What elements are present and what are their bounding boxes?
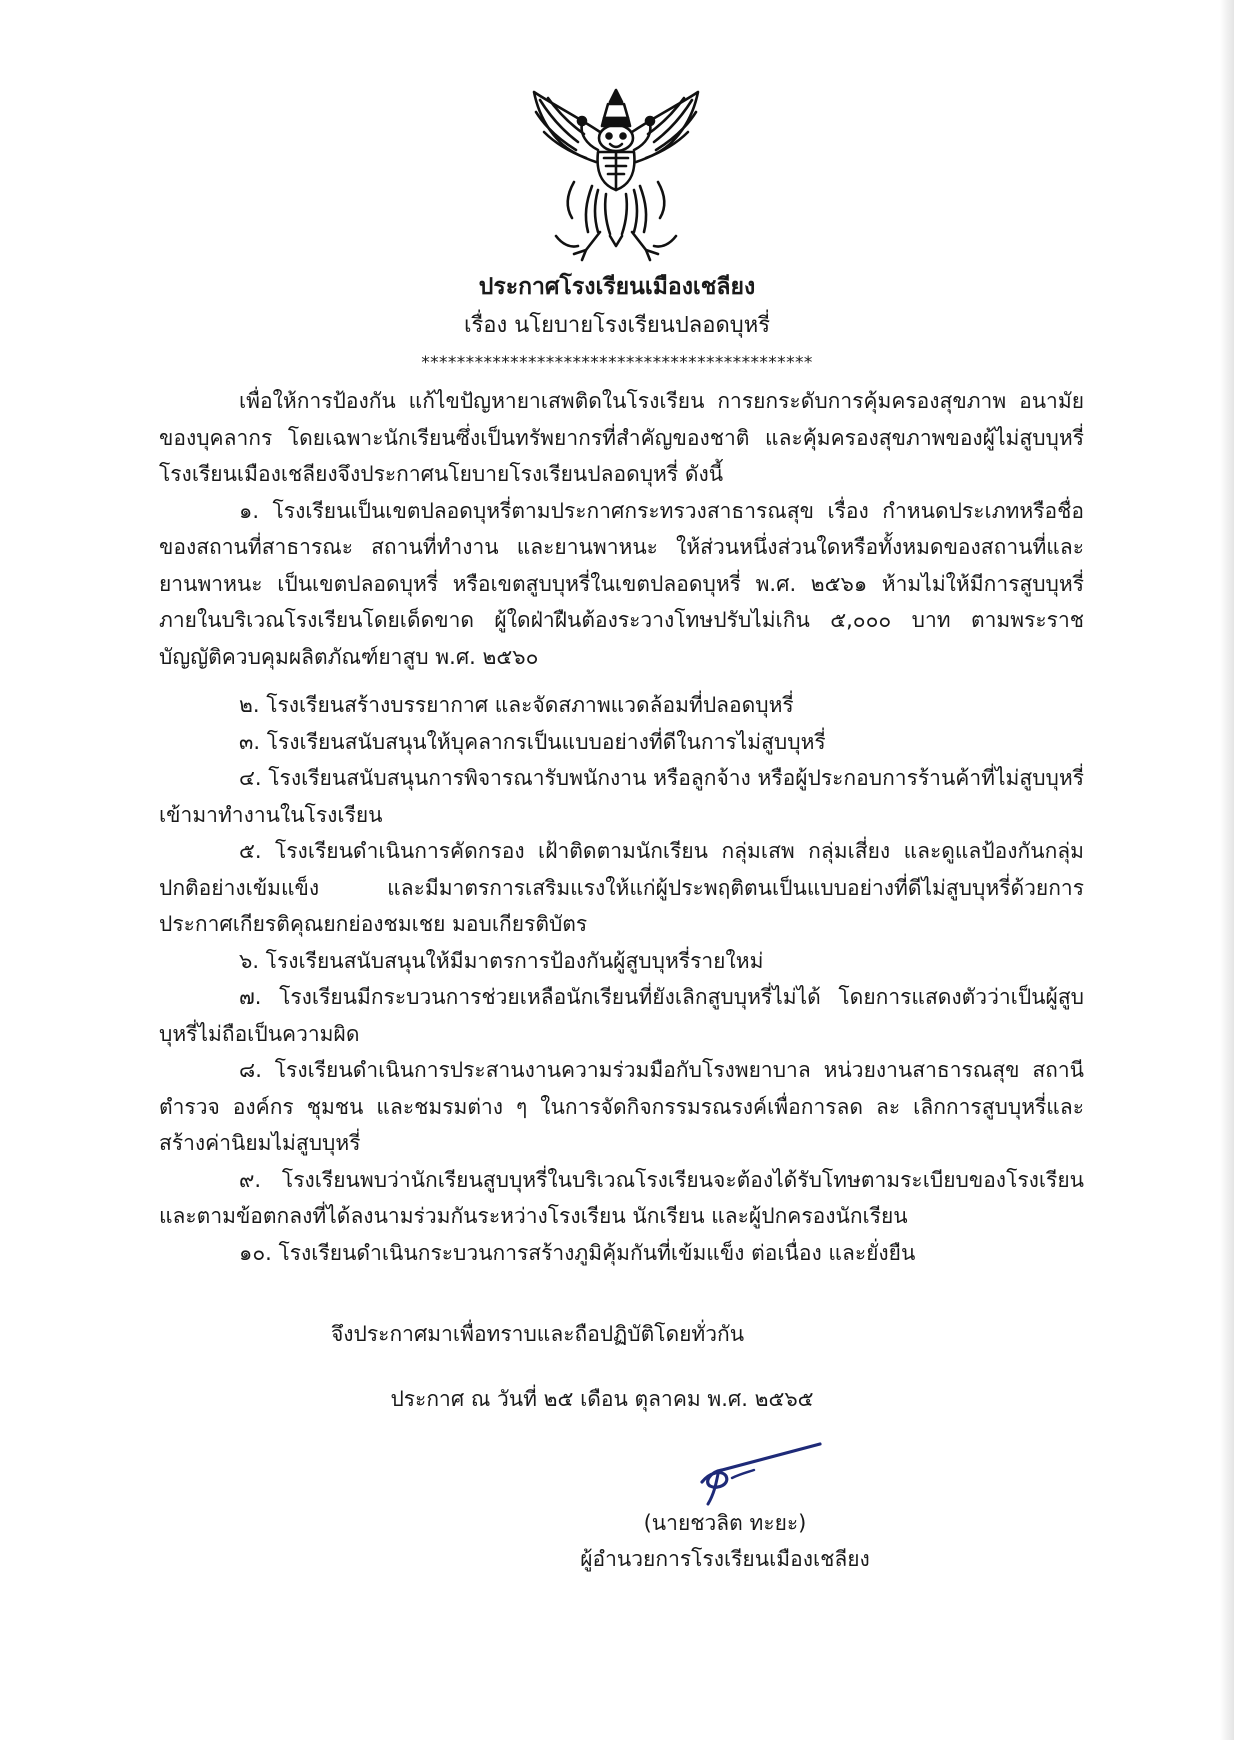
announcement-title: ประกาศโรงเรียนเมืองเชลียง (478, 274, 756, 300)
closing-statement: จึงประกาศมาเพื่อทราบและถือปฏิบัติโดยทั่วกัน (331, 1322, 745, 1346)
handwritten-signature-icon (692, 1438, 822, 1510)
page-edge-shadow (1220, 0, 1234, 1740)
policy-item-9: ๙. โรงเรียนพบว่านักเรียนสูบบุหรี่ในบริเวณโรงเรียนจะต้องได้รับโทษตามระเบียบของโรงเรียนและตามข้อตกลงที่ได้ลงนามร่วมกันระหว่างโรงเรียน นักเรียน และผู้ปกครองนักเรียน (159, 1167, 1084, 1228)
policy-item-3: ๓. โรงเรียนสนับสนุนให้บุคลากรเป็นแบบอย่างที่ดีในการไม่สูบบุหรี่ (239, 729, 826, 754)
intro-paragraph: เพื่อให้การป้องกัน แก้ไขปัญหายาเสพติดในโรงเรียน การยกระดับการคุ้มครองสุขภาพ อนามัยของบุคลากร โดยเฉพาะนักเรียนซึ่งเป็นทรัพยากรที่สำคัญของชาติ และคุ้มครองสุขภาพของผู้ไม่สูบบุหรี่ โรงเรียนเมืองเชลียงจึงประกาศนโยบายโรงเรียนปลอดบุหรี่ ดังนี้ (159, 389, 1084, 486)
policy-item-4: ๔. โรงเรียนสนับสนุนการพิจารณารับพนักงาน หรือลูกจ้าง หรือผู้ประกอบการร้านค้าที่ไม่สูบบุหรี่เข้ามาทำงานในโรงเรียน (159, 766, 1084, 827)
policy-item-10: ๑๐. โรงเรียนดำเนินกระบวนการสร้างภูมิคุ้มกันที่เข้มแข็ง ต่อเนื่อง และยั่งยืน (239, 1240, 916, 1265)
garuda-emblem-icon (526, 86, 706, 264)
policy-item-2: ๒. โรงเรียนสร้างบรรยากาศ และจัดสภาพแวดล้อมที่ปลอดบุหรี่ (239, 693, 794, 717)
announcement-body (159, 383, 1084, 1271)
policy-item-5: ๕. โรงเรียนดำเนินการคัดกรอง เฝ้าติดตามนักเรียน กลุ่มเสพ กลุ่มเสี่ยง และดูแลป้องกันกลุ่มปกติอย่างเข้มแข็ง และมีมาตรการเสริมแรงให้แก่ผู้ประพฤติตนเป็นแบบอย่างที่ดีไม่สูบบุหรี่ด้วยการประกาศเกียรติคุณยกย่องชมเชย มอบเกียรติบัตร (159, 839, 1084, 936)
separator-line: ******************************************** (421, 353, 813, 373)
policy-item-7: ๗. โรงเรียนมีกระบวนการช่วยเหลือนักเรียนที่ยังเลิกสูบบุหรี่ไม่ได้ โดยการแสดงตัวว่าเป็นผู้สูบบุหรี่ไม่ถือเป็นความผิด (159, 985, 1084, 1046)
policy-item-1: ๑. โรงเรียนเป็นเขตปลอดบุหรี่ตามประกาศกระทรวงสาธารณสุข เรื่อง กำหนดประเภทหรือชื่อของสถานที่สาธารณะ สถานที่ทำงาน และยานพาหนะ ให้ส่วนหนึ่งส่วนใดหรือทั้งหมดของสถานที่และยานพาหนะ เป็นเขตปลอดบุหรี่ หรือเขตสูบบุหรี่ในเขตปลอดบุหรี่ พ.ศ. ๒๕๖๑ ห้ามไม่ให้มีการสูบบุหรี่ภายในบริเวณโรงเรียนโดยเด็ดขาด ผู้ใดฝ่าฝืนต้องระวางโทษปรับไม่เกิน ๕,๐๐๐ บาท ตามพระราชบัญญัติควบคุมผลิตภัณฑ์ยาสูบ พ.ศ. ๒๕๖๐ (159, 498, 1084, 669)
announcement-date: ประกาศ ณ วันที่ ๒๕ เดือน ตุลาคม พ.ศ. ๒๕๖๕ (390, 1387, 814, 1411)
policy-item-8: ๘. โรงเรียนดำเนินการประสานงานความร่วมมือกับโรงพยาบาล หน่วยงานสาธารณสุข สถานีตำรวจ องค์กร ชุมชน และชมรมต่าง ๆ ในการจัดกิจกรรมรณรงค์เพื่อการลด ละ เลิกการสูบบุหรี่และสร้างค่านิยมไม่สูบบุหรี่ (159, 1058, 1084, 1155)
policy-item-6: ๖. โรงเรียนสนับสนุนให้มีมาตรการป้องกันผู้สูบบุหรี่รายใหม่ (239, 948, 764, 973)
signer-name: (นายชวลิต ทะยะ) (643, 1511, 807, 1535)
announcement-subject: เรื่อง นโยบายโรงเรียนปลอดบุหรี่ (463, 313, 771, 338)
signer-position: ผู้อำนวยการโรงเรียนเมืองเชลียง (580, 1547, 870, 1571)
